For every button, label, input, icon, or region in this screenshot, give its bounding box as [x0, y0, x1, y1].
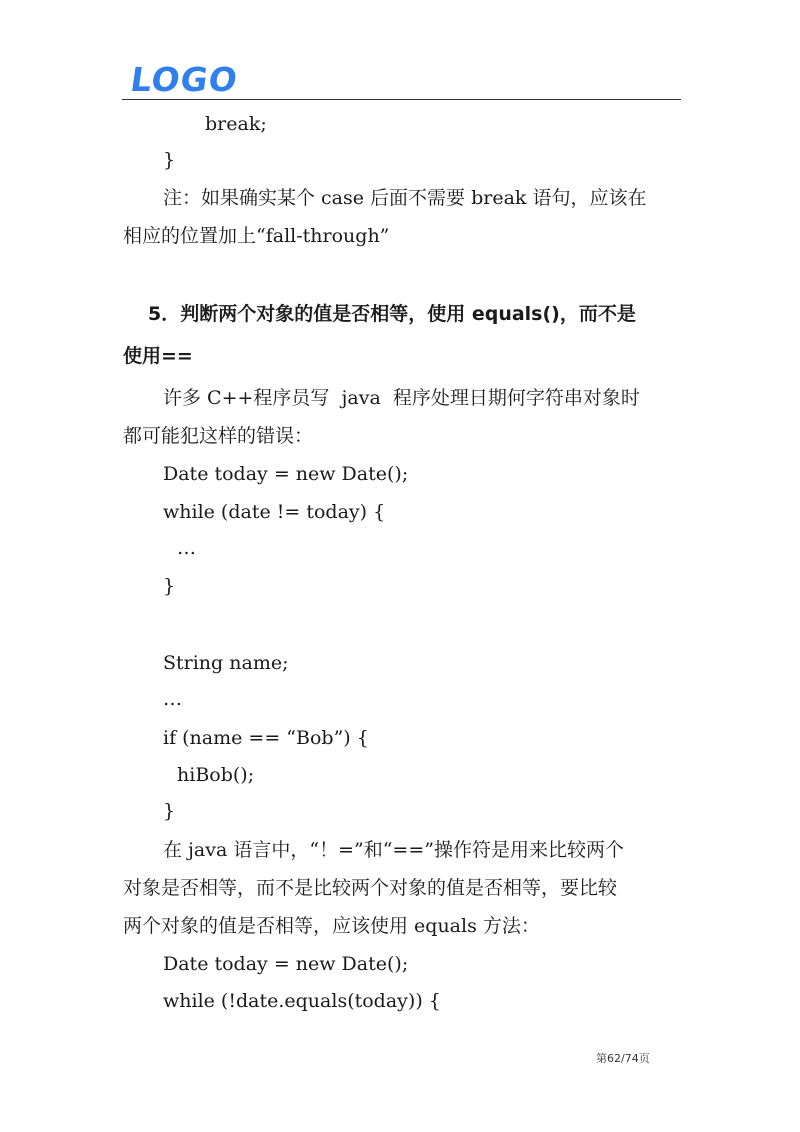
section-heading: 使用== [123, 345, 193, 367]
code-line: … [177, 537, 196, 559]
body-text: 许多 C++程序员写 java 程序处理日期何字符串对象时 [163, 387, 640, 409]
code-line: } [163, 800, 176, 822]
code-line: hiBob(); [177, 764, 255, 786]
section-heading: 5．判断两个对象的值是否相等，使用 equals()，而不是 [148, 303, 636, 325]
code-line: } [163, 575, 176, 597]
code-line: String name; [163, 652, 289, 674]
code-line: } [163, 149, 176, 171]
body-text: 注：如果确实某个 case 后面不需要 break 语句，应该在 [163, 187, 647, 209]
code-line: … [163, 688, 182, 710]
code-line: Date today = new Date(); [163, 463, 409, 485]
body-text: 都可能犯这样的错误： [123, 425, 314, 447]
code-line: if (name == “Bob”) { [163, 727, 369, 749]
header-rule [122, 99, 681, 100]
body-text: 相应的位置加上“fall-through” [123, 225, 390, 247]
logo: LOGO [128, 60, 241, 99]
page-number: 第62/74页 [596, 1052, 650, 1065]
body-text: 两个对象的值是否相等，应该使用 equals 方法： [123, 915, 540, 937]
code-line: break; [205, 113, 267, 135]
code-line: while (!date.equals(today)) { [163, 990, 441, 1012]
body-text: 对象是否相等，而不是比较两个对象的值是否相等，要比较 [123, 877, 618, 899]
code-line: while (date != today) { [163, 501, 386, 523]
body-text: 在 java 语言中，“！=”和“==”操作符是用来比较两个 [163, 839, 624, 861]
code-line: Date today = new Date(); [163, 953, 409, 975]
